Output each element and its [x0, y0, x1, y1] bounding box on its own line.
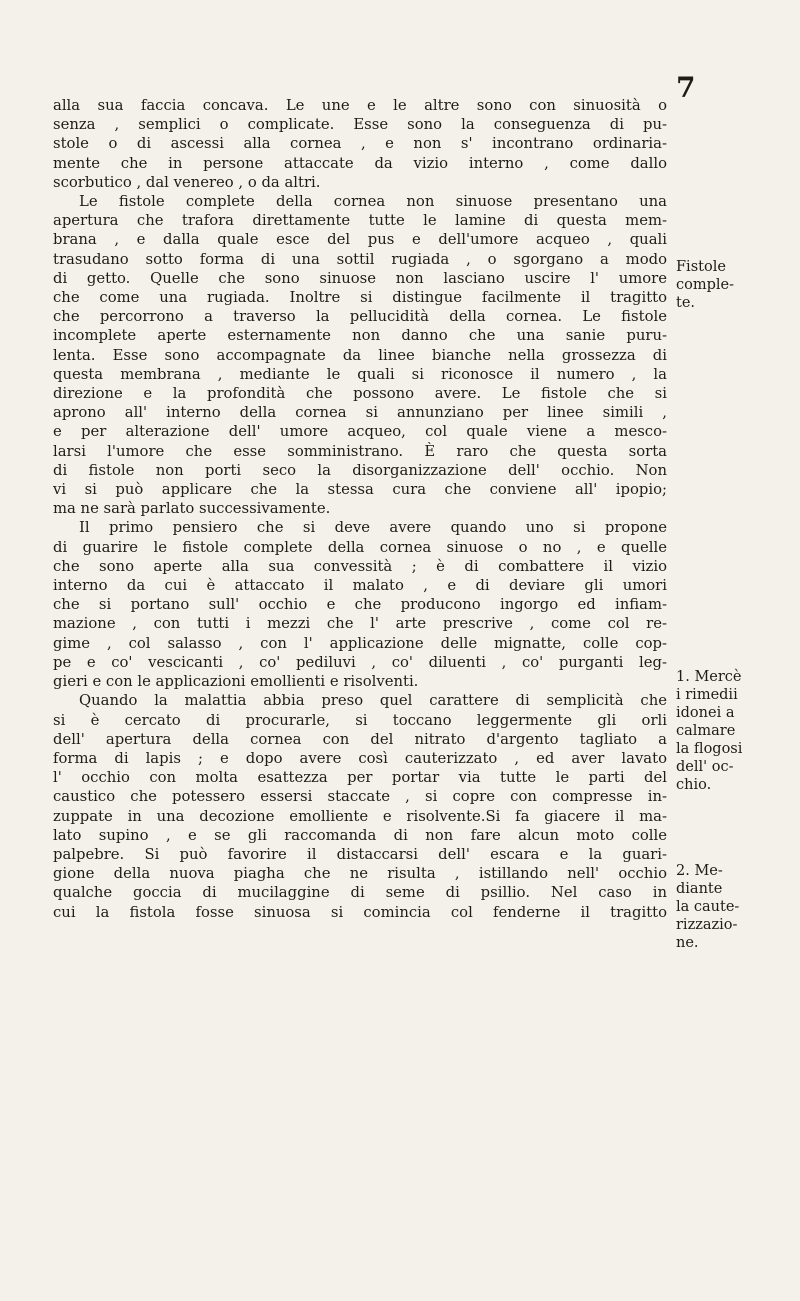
margin-note-line: 1. Mercè: [676, 669, 742, 685]
text-line: lenta. Esse sono accompagnate da linee bianche nella grossezza di: [53, 346, 667, 364]
text-line: caustico che potessero essersi staccate , si copre con compresse in-: [53, 788, 667, 806]
paragraph-2: [53, 192, 667, 518]
margin-note-line: ne.: [676, 935, 699, 951]
text-line: cui la fistola fosse sinuosa si comincia col fenderne il tragitto: [53, 903, 667, 921]
text-line: apertura che trafora direttamente tutte le lamine di questa mem-: [53, 212, 667, 230]
margin-note-line: idonei a: [676, 705, 735, 721]
text-line: pe e co' vescicanti , co' pediluvi , co' diluenti , co' purganti leg-: [53, 653, 667, 671]
text-line: mazione , con tutti i mezzi che l' arte prescrive , come col re-: [53, 615, 667, 633]
page-number: 7: [676, 71, 696, 104]
margin-note-line: calmare: [676, 723, 736, 739]
paragraph-1: [53, 96, 667, 192]
text-line: si è cercato di procurarle, si toccano leggermente gli orli: [53, 711, 667, 729]
margin-note-line: la flogosi: [676, 741, 743, 757]
margin-note-line: rizzazio-: [676, 917, 738, 933]
margin-note-1-merce: [676, 668, 794, 794]
text-line: trasudano sotto forma di una sottil rugiada , o sgorgano a modo: [53, 250, 667, 268]
margin-note-line: comple-: [676, 277, 734, 293]
text-line: di fistole non porti seco la disorganizzazione dell' occhio. Non: [53, 461, 667, 479]
text-line: incomplete aperte esternamente non danno che una sanie puru-: [53, 327, 667, 345]
text-line: brana , e dalla quale esce del pus e dell'umore acqueo , quali: [53, 231, 667, 249]
text-line: zuppate in una decozione emolliente e risolvente.Si fa giacere il ma-: [53, 807, 667, 825]
text-line: l' occhio con molta esattezza per portar via tutte le parti del: [53, 769, 667, 787]
text-line: scorbutico , dal venereo , o da altri.: [53, 173, 321, 191]
text-line: Le fistole complete della cornea non sinuose presentano una: [79, 193, 667, 211]
margin-note-line: dell' oc-: [676, 759, 734, 775]
text-line: vi si può applicare che la stessa cura che conviene all' ipopio;: [53, 481, 667, 499]
text-line: di getto. Quelle che sono sinuose non lasciano uscire l' umore: [53, 269, 667, 287]
margin-note-2-mediante: [676, 862, 794, 952]
text-line: che come una rugiada. Inoltre si distingue facilmente il tragitto: [53, 289, 667, 307]
text-line: gione della nuova piagha che ne risulta , istillando nell' occhio: [53, 865, 667, 883]
text-line: palpebre. Si può favorire il distaccarsi dell' escara e la guari-: [53, 845, 667, 863]
text-line: Il primo pensiero che si deve avere quando uno si propone: [79, 519, 667, 537]
text-line: gieri e con le applicazioni emollienti e risolventi.: [53, 673, 419, 691]
margin-note-line: chio.: [676, 777, 712, 793]
text-line: stole o di ascessi alla cornea , e non s' incontrano ordinaria-: [53, 135, 667, 153]
body-text: [53, 96, 667, 922]
text-line: larsi l'umore che esse somministrano. È raro che questa sorta: [53, 442, 667, 460]
paragraph-3: [53, 518, 667, 691]
margin-note-line: i rimedii: [676, 687, 738, 703]
text-line: che percorrono a traverso la pellucidità della cornea. Le fistole: [53, 308, 667, 326]
margin-note-line: diante: [676, 881, 723, 897]
margin-note-line: Fistole: [676, 259, 726, 275]
margin-note-line: 2. Me-: [676, 863, 723, 879]
text-line: che si portano sull' occhio e che producono ingorgo ed infiam-: [53, 596, 667, 614]
text-line: questa membrana , mediante le quali si riconosce il numero , la: [53, 365, 667, 383]
text-line: mente che in persone attaccate da vizio interno , come dallo: [53, 154, 667, 172]
text-line: Quando la malattia abbia preso quel carattere di semplicità che: [79, 692, 667, 710]
margin-note-line: te.: [676, 295, 696, 311]
text-line: interno da cui è attaccato il malato , e di deviare gli umori: [53, 577, 667, 595]
text-line: aprono all' interno della cornea si annunziano per linee simili ,: [53, 404, 667, 422]
text-line: dell' apertura della cornea con del nitrato d'argento tagliato a: [53, 730, 667, 748]
text-line: senza , semplici o complicate. Esse sono la conseguenza di pu-: [53, 116, 667, 134]
margin-note-fistole-complete: [676, 258, 794, 312]
text-line: e per alterazione dell' umore acqueo, col quale viene a mesco-: [53, 423, 667, 441]
paragraph-4: [53, 691, 667, 921]
text-line: ma ne sarà parlato successivamente.: [53, 500, 331, 518]
text-line: di guarire le fistole complete della cornea sinuose o no , e quelle: [53, 538, 667, 556]
text-line: forma di lapis ; e dopo avere così cauterizzato , ed aver lavato: [53, 749, 667, 767]
text-line: qualche goccia di mucilaggine di seme di psillio. Nel caso in: [53, 884, 667, 902]
text-line: lato supino , e se gli raccomanda di non fare alcun moto colle: [53, 826, 667, 844]
margin-note-line: la caute-: [676, 899, 740, 915]
text-line: alla sua faccia concava. Le une e le altre sono con sinuosità o: [53, 97, 667, 114]
text-line: direzione e la profondità che possono avere. Le fistole che si: [53, 385, 667, 403]
text-line: gime , col salasso , con l' applicazione delle mignatte, colle cop-: [53, 634, 667, 652]
text-line: che sono aperte alla sua convessità ; è di combattere il vizio: [53, 557, 667, 575]
